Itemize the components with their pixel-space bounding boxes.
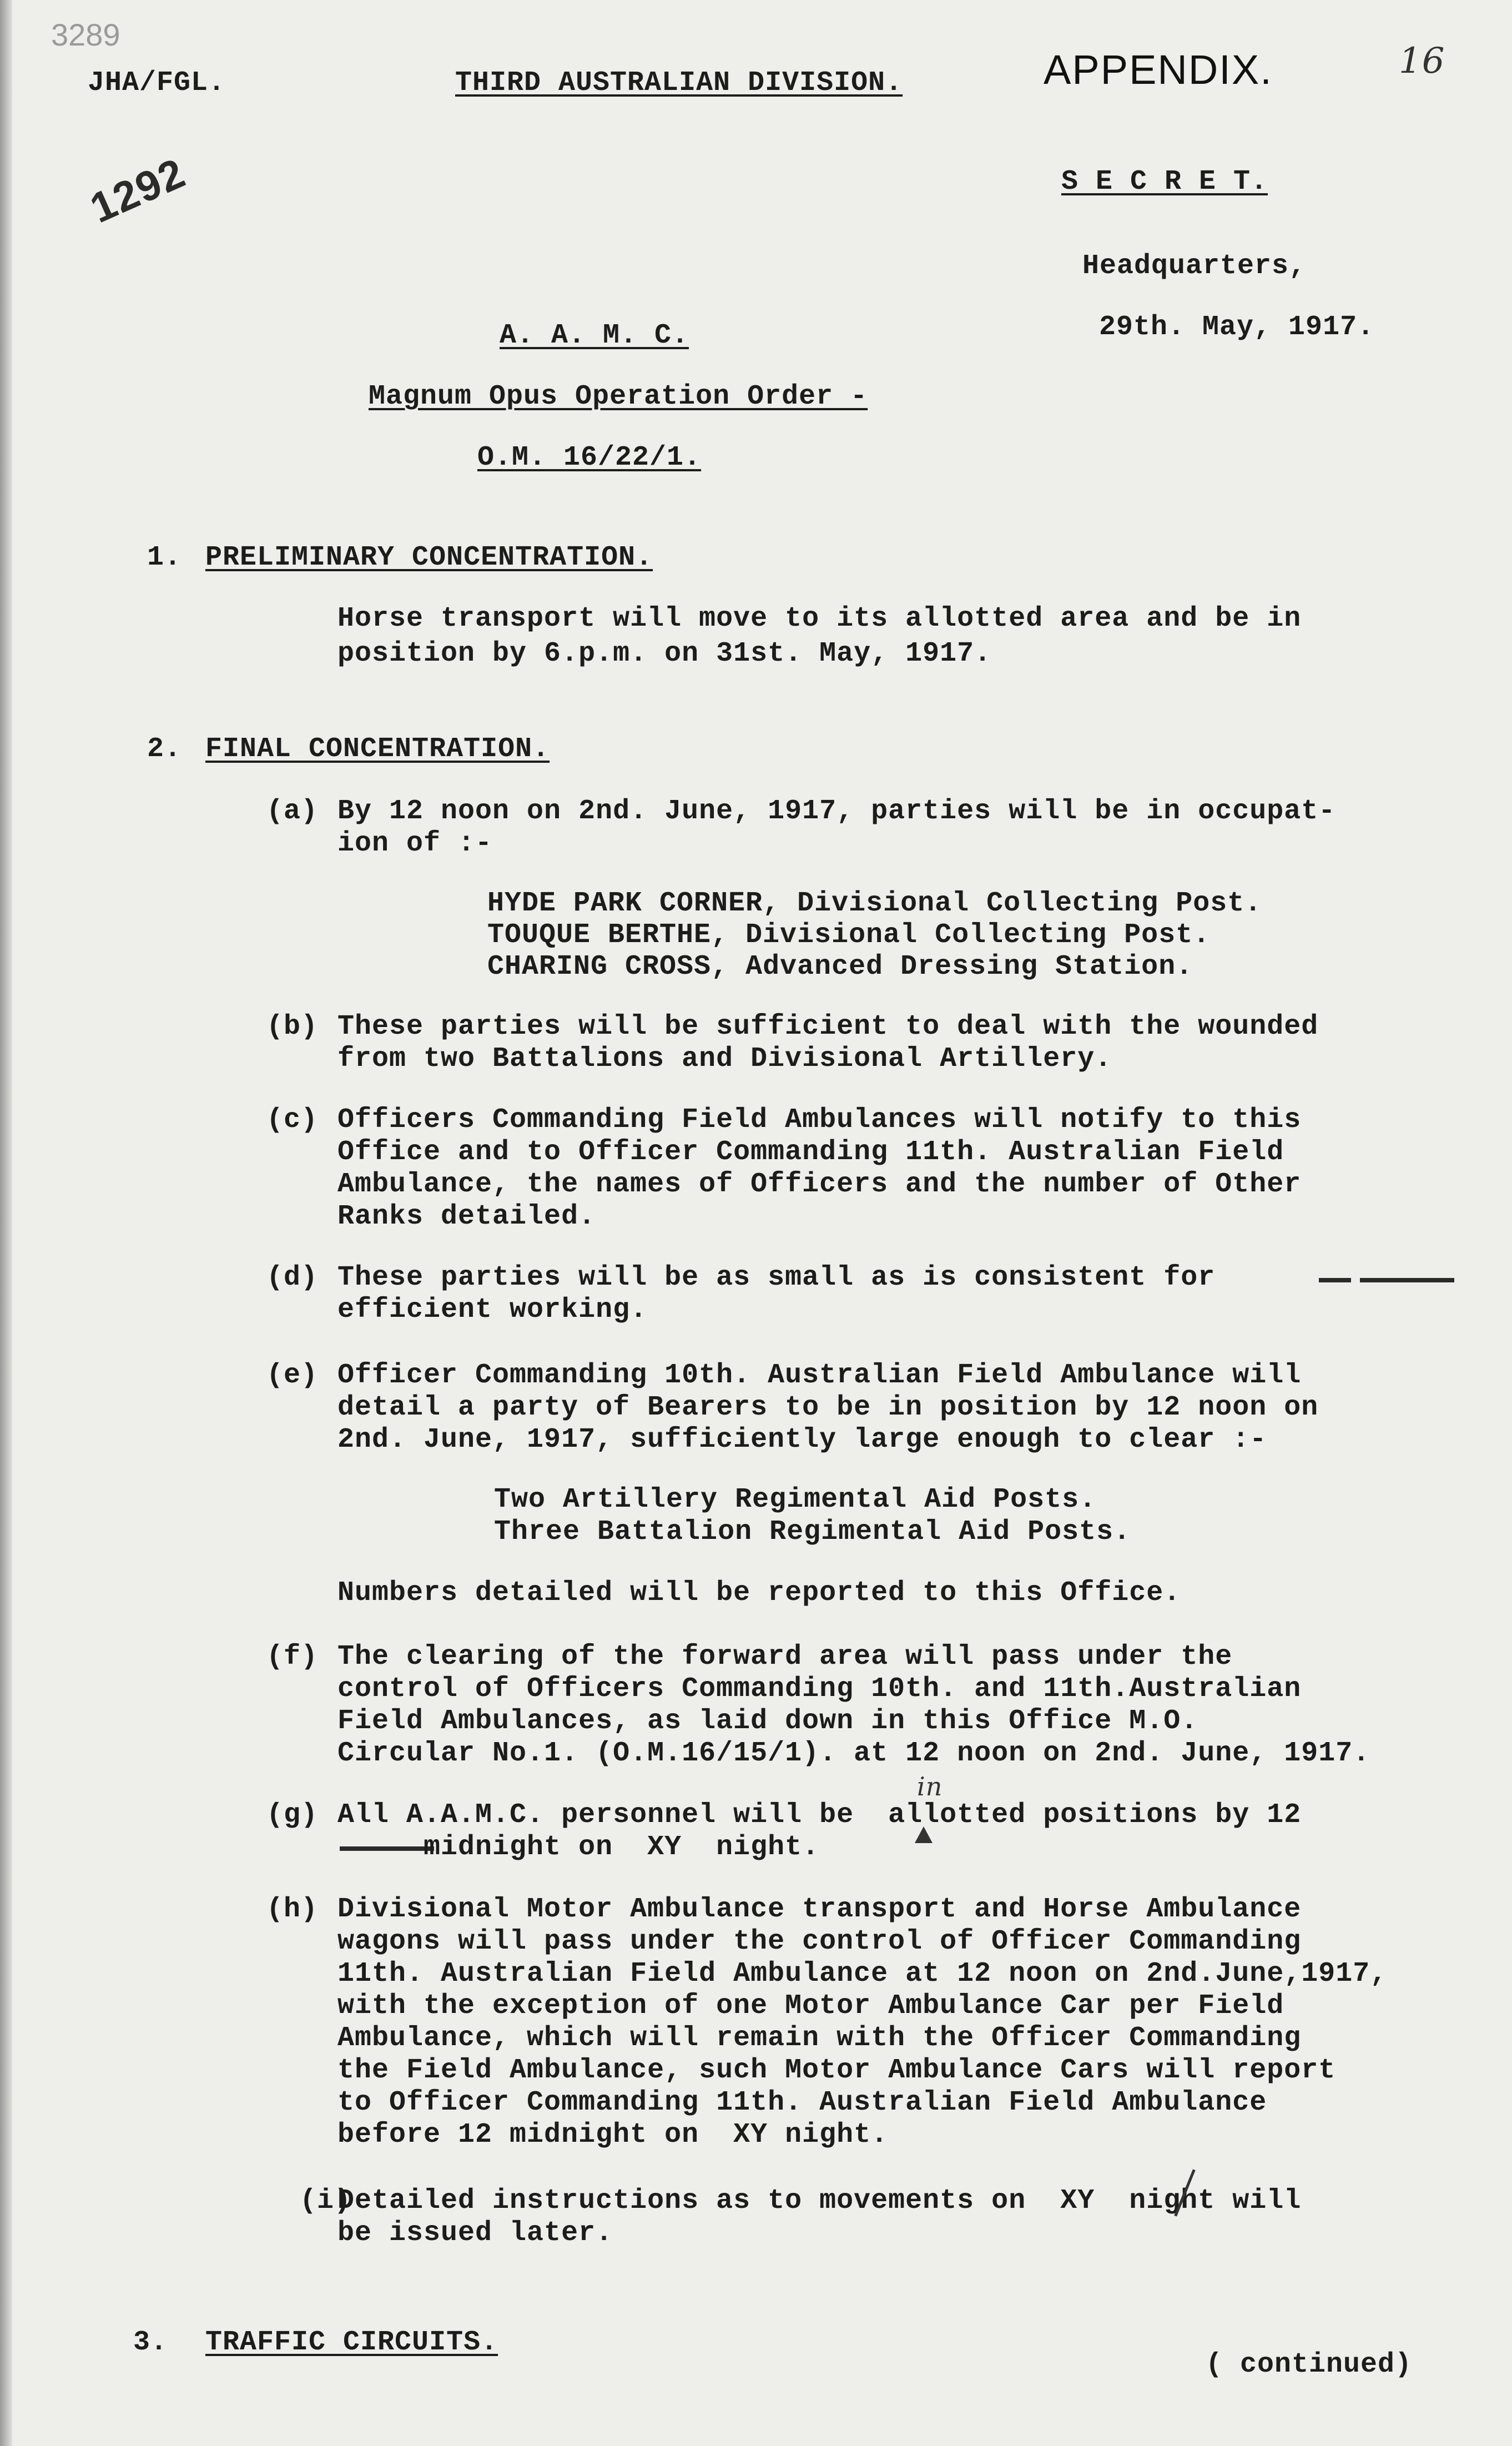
para-c-line: Officers Commanding Field Ambulances will notify to this [337, 1104, 1302, 1136]
para-a-label: (a) [266, 796, 319, 827]
handwritten-insert: in [917, 1771, 943, 1801]
para-f-label: (f) [266, 1641, 319, 1673]
aid-posts-line: Two Artillery Regimental Aid Posts. [494, 1484, 1097, 1516]
headquarters-label: Headquarters, [1082, 250, 1307, 282]
para-i-label: (i) [300, 2185, 352, 2217]
para-e-line: detail a party of Bearers to be in position by 12 noon on [337, 1392, 1319, 1423]
section-2-heading: FINAL CONCENTRATION. [205, 733, 550, 765]
title-operation-order-text: Magnum Opus Operation Order - [369, 381, 868, 412]
continued-note: ( continued) [1206, 2349, 1413, 2380]
struck-out-word [1360, 1278, 1454, 1282]
para-f-line: Circular No.1. (O.M.16/15/1). at 12 noon on 2nd. June, 1917. [337, 1738, 1370, 1769]
para-a-line: By 12 noon on 2nd. June, 1917, parties will be in occupat- [337, 796, 1336, 827]
para-b-label: (b) [266, 1011, 319, 1043]
numbers-reported-line: Numbers detailed will be reported to this Office. [337, 1577, 1181, 1609]
aid-posts-line: Three Battalion Regimental Aid Posts. [494, 1516, 1131, 1548]
collecting-post-line: TOUQUE BERTHE, Divisional Collecting Post. [487, 919, 1211, 951]
classification-secret: S E C R E T. [1061, 166, 1268, 198]
para-h-line: the Field Ambulance, such Motor Ambulance Cars will report [337, 2055, 1336, 2086]
para-h-line: Ambulance, which will remain with the Officer Commanding [337, 2022, 1302, 2054]
para-h-line: before 12 midnight on XY night. [337, 2119, 889, 2151]
section-2-number: 2. [147, 733, 182, 765]
struck-out-word [1319, 1278, 1351, 1282]
order-date: 29th. May, 1917. [1099, 311, 1375, 343]
para-d-label: (d) [266, 1262, 319, 1294]
para-h-line: 11th. Australian Field Ambulance at 12 noon on 2nd.June,1917, [337, 1958, 1388, 1990]
insertion-caret [915, 1826, 933, 1843]
section-1-line: Horse transport will move to its allotted area and be in [337, 603, 1302, 635]
para-h-label: (h) [266, 1894, 319, 1925]
page-number: 16 [1399, 41, 1445, 82]
para-h-line: wagons will pass under the control of Officer Commanding [337, 1926, 1302, 1957]
title-operation-order [369, 380, 868, 414]
division-heading: THIRD AUSTRALIAN DIVISION. [455, 67, 903, 99]
scan-edge-shadow [0, 0, 12, 2446]
section-3-number: 3. [133, 2327, 168, 2358]
section-1-number: 1. [147, 542, 182, 573]
para-f-line: The clearing of the forward area will pass under the [337, 1641, 1233, 1673]
file-reference: JHA/FGL. [88, 67, 226, 99]
para-b-line: from two Battalions and Divisional Artillery. [337, 1043, 1112, 1075]
para-c-line: Office and to Officer Commanding 11th. Australian Field [337, 1136, 1284, 1168]
title-order-number: O.M. 16/22/1. [477, 442, 702, 474]
para-i-line: Detailed instructions as to movements on XY night will [337, 2185, 1302, 2217]
para-e-line: Officer Commanding 10th. Australian Field Ambulance will [337, 1360, 1302, 1391]
section-1-heading: PRELIMINARY CONCENTRATION. [205, 542, 653, 573]
para-i-line: be issued later. [337, 2217, 613, 2249]
para-h-line: to Officer Commanding 11th. Australian Field Ambulance [337, 2087, 1267, 2118]
para-h-line: with the exception of one Motor Ambulance Car per Field [337, 1990, 1284, 2022]
section-1-line: position by 6.p.m. on 31st. May, 1917. [337, 638, 992, 670]
para-c-line: Ambulance, the names of Officers and the number of Other [337, 1169, 1302, 1200]
para-b-line: These parties will be sufficient to deal with the wounded [337, 1011, 1319, 1043]
para-d-line: efficient working. [337, 1294, 648, 1326]
para-e-line: 2nd. June, 1917, sufficiently large enough to clear :- [337, 1424, 1267, 1456]
para-g-line: All A.A.M.C. personnel will be allotted positions by 12 [337, 1799, 1302, 1831]
para-h-line: Divisional Motor Ambulance transport and Horse Ambulance [337, 1894, 1302, 1925]
faint-ref-number: 3289 [51, 17, 120, 52]
para-g-line: midnight on XY night. [337, 1831, 820, 1863]
title-aamc: A. A. M. C. [500, 320, 689, 351]
para-f-line: Field Ambulances, as laid down in this Office M.O. [337, 1705, 1198, 1737]
appendix-label: APPENDIX. [1044, 47, 1273, 93]
para-c-label: (c) [266, 1104, 319, 1136]
para-c-line: Ranks detailed. [337, 1201, 596, 1232]
dressing-station-line: CHARING CROSS, Advanced Dressing Station. [487, 951, 1193, 983]
section-3-heading: TRAFFIC CIRCUITS. [205, 2327, 498, 2358]
para-e-label: (e) [266, 1360, 319, 1391]
para-f-line: control of Officers Commanding 10th. and 11th.Australian [337, 1673, 1302, 1705]
para-a-line: ion of :- [337, 828, 493, 859]
registry-stamp: 1292 [83, 149, 193, 233]
para-d-line: These parties will be as small as is consistent for [337, 1262, 1216, 1294]
para-g-label: (g) [266, 1799, 319, 1831]
collecting-post-line: HYDE PARK CORNER, Divisional Collecting Post. [487, 888, 1262, 919]
